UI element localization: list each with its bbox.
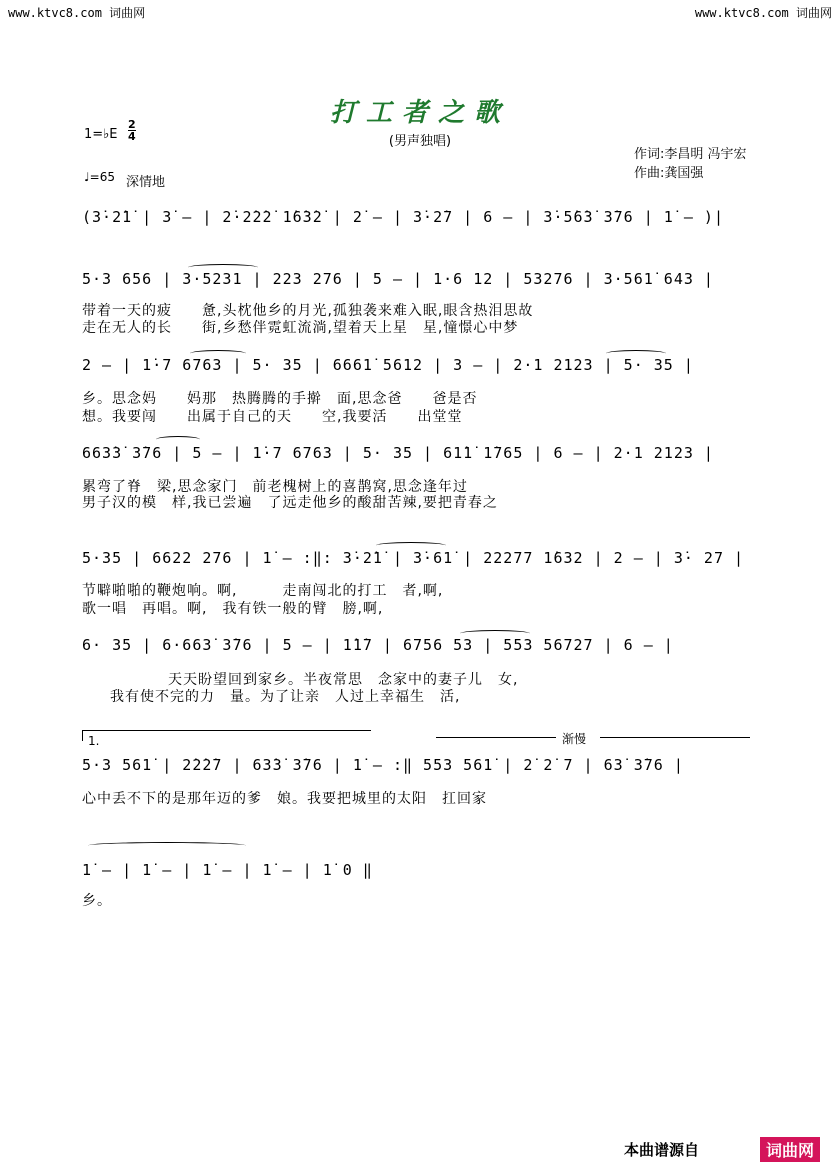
lyrics-row-2-verse-2: 走在无人的长 街,乡愁伴霓虹流淌,望着天上星 星,憧憬心中梦 [82, 320, 519, 336]
slur [156, 436, 200, 443]
lyrics-row-3-verse-1: 乡。思念妈 妈那 热腾腾的手擀 面,思念爸 爸是否 [82, 391, 478, 407]
notation-row-3: 2 – | 1̇·7 6763 | 5· 35 | 6661̇ 5612 | 3 – | 2·1 2123 | 5· 35 | [82, 356, 694, 374]
song-subtitle: (男声独唱) [388, 134, 452, 149]
rit-line [600, 737, 750, 738]
site-url-left[interactable]: www.ktvc8.com 词曲网 [8, 6, 146, 20]
lyrics-row-5-verse-1: 节噼啪啪的鞭炮响。啊, 走南闯北的打工 者,啊, [82, 583, 444, 599]
brand-logo[interactable]: 词曲网 [760, 1137, 820, 1162]
lyrics-row-3-verse-2: 想。我要闯 出属于自己的天 空,我要活 出堂堂 [82, 409, 463, 425]
song-title: 打工者之歌 [329, 98, 510, 128]
time-signature [128, 119, 136, 142]
notation-row-5: 5·35 | 6622 276 | 1̇ – :‖: 3̇·2̇1̇ | 3̇·61̇ | 22277 1̇632 | 2 – | 3̇· 27 | [82, 549, 745, 567]
notation-row-8: 1̇ – | 1̇ – | 1̇ – | 1̇ – | 1̇ 0 ‖ [82, 861, 373, 879]
lyrics-row-5-verse-2: 歌一唱 再唱。啊, 我有铁一般的臂 膀,啊, [82, 601, 384, 617]
lyrics-row-2-verse-1: 带着一天的疲 惫,头枕他乡的月光,孤独袭来难入眠,眼含热泪思故 [82, 303, 534, 319]
lyrics-row-6-verse-1: 天天盼望回到家乡。半夜常思 念家中的妻子儿 女, [168, 672, 519, 688]
mood-mark: 深情地 [126, 175, 166, 190]
notation-row-1: (3̇·2̇1̇ | 3̇ – | 2̇·2̇2̇2̇ 1̇6̇3̇2̇ | 2̇ – | 3̇·2̇7 | 6 – | 3̇·5̇6̇3̇ 3̇76 | 1̇ – )| [82, 208, 724, 226]
notation-row-2: 5·3 656 | 3·5231 | 223 276 | 5 – | 1·6 12 | 53276 | 3·561̇ 643 | [82, 270, 714, 288]
lyrics-row-7: 心中丢不下的是那年迈的爹 娘。我要把城里的太阳 扛回家 [82, 791, 487, 807]
source-note: 本曲谱源自 [624, 1141, 700, 1159]
notation-row-4: 663̇3̇ 3̇76 | 5 – | 1̇·7 6763 | 5· 35 | 61̇1̇ 1̇765 | 6 – | 2·1 2123 | [82, 444, 714, 462]
rit-mark: 渐慢 [562, 732, 587, 746]
notation-row-6: 6· 35 | 6·663̇ 3̇76 | 5 – | 1̇1̇7 | 6756 53 | 553 56727 | 6 – | [82, 636, 674, 654]
key-signature: 1=♭E [84, 127, 118, 142]
first-ending-bracket [82, 730, 371, 741]
lyrics-row-8: 乡。 [82, 893, 112, 909]
first-ending-label: 1. [88, 734, 100, 748]
rit-line [436, 737, 556, 738]
time-bottom: 4 [128, 130, 136, 143]
tempo-mark: ♩=65 [84, 170, 115, 184]
lyrics-row-4-verse-1: 累弯了脊 梁,思念家门 前老槐树上的喜鹊窝,思念逢年过 [82, 479, 468, 495]
lyricist: 作词:李昌明 冯宇宏 [634, 147, 747, 162]
composer: 作曲:龚国强 [634, 166, 704, 181]
lyrics-row-4-verse-2: 男子汉的模 样,我已尝遍 了远走他乡的酸甜苦辣,要把青春之 [82, 495, 498, 511]
slur [88, 842, 246, 849]
slur [376, 542, 446, 549]
notation-row-7: 5·3 561̇ | 2̇2̇2̇7 | 63̇3̇ 3̇76 | 1̇ – :‖ 553 561̇ | 2̇ 2̇ 7 | 63̇ 3̇76 | [82, 756, 684, 774]
site-url-right[interactable]: www.ktvc8.com 词曲网 [694, 6, 832, 20]
lyrics-row-6-verse-2: 我有使不完的力 量。为了让亲 人过上幸福生 活, [110, 689, 461, 705]
time-top: 2 [128, 118, 136, 131]
